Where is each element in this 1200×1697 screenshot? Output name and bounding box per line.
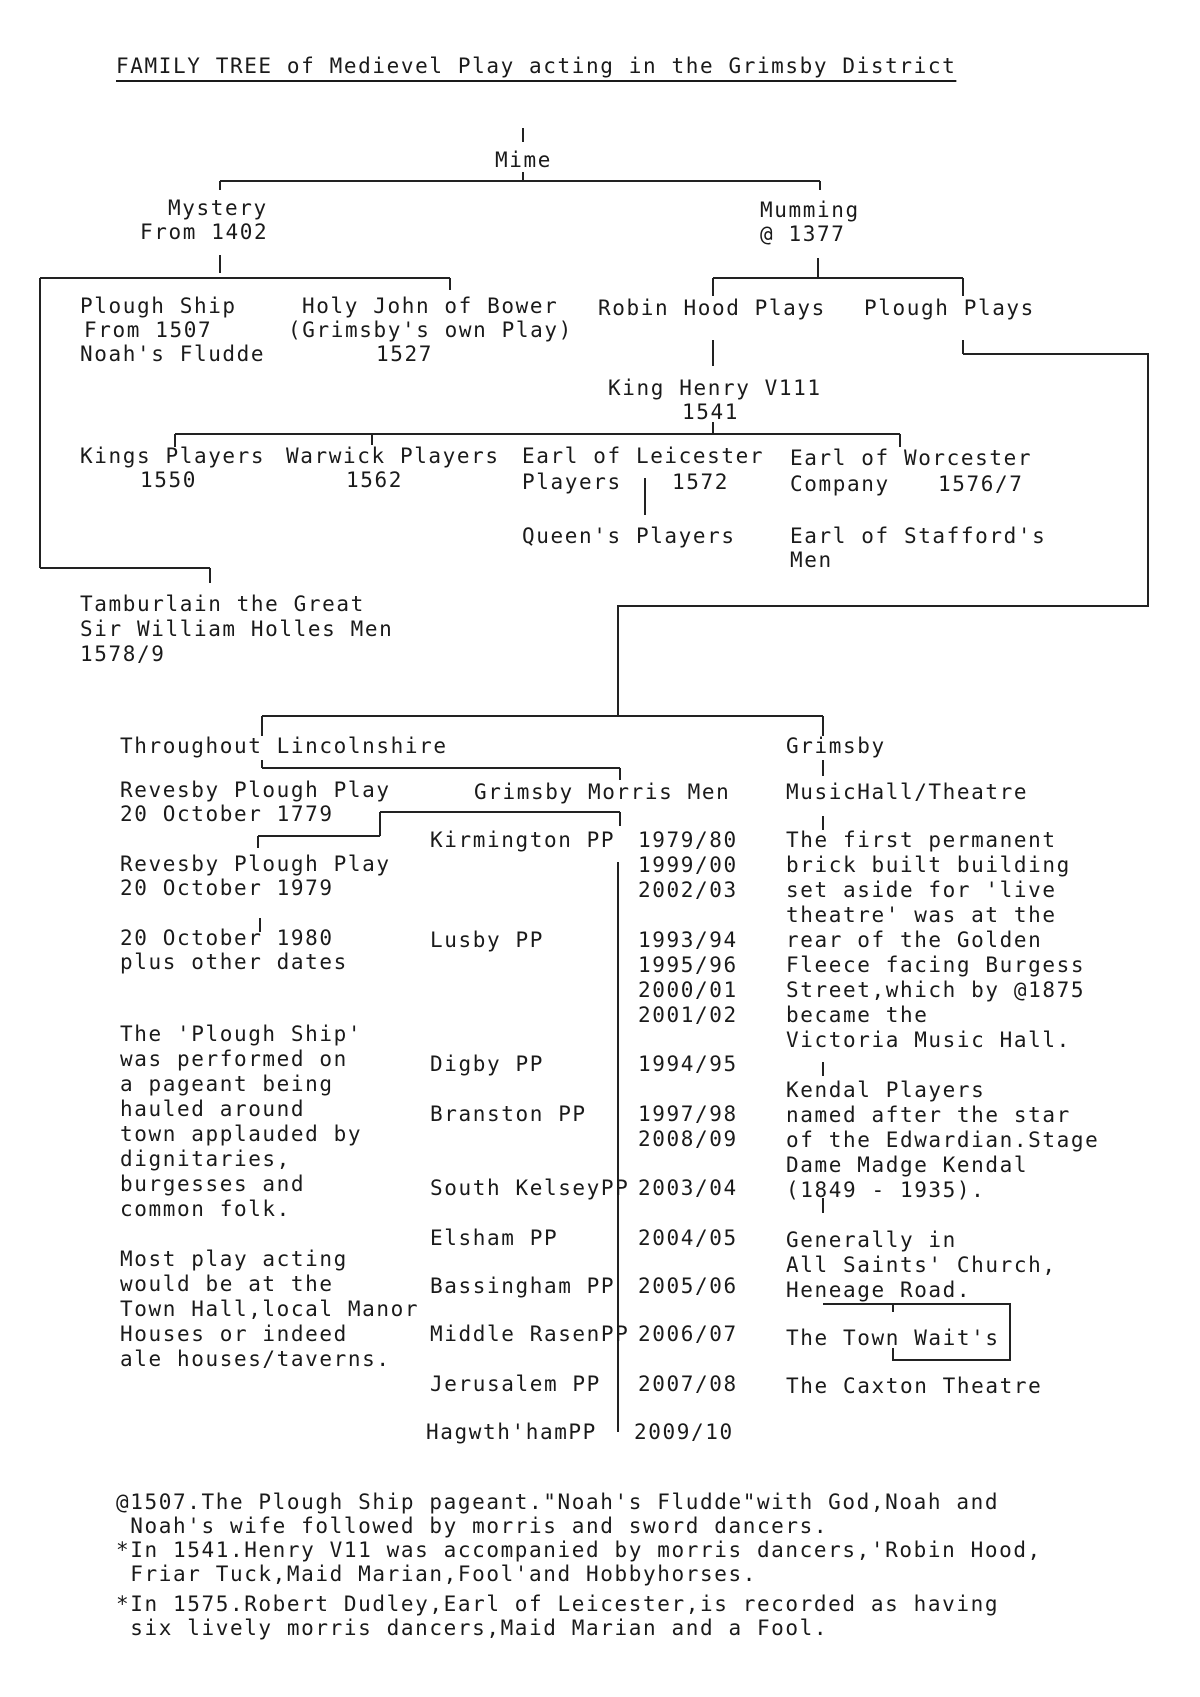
node-stafford-men-line2: Men xyxy=(790,548,833,572)
morris-play-year: 2007/08 xyxy=(638,1372,738,1396)
footnote-line: @1507.The Plough Ship pageant."Noah's Fludde"with God,Noah and xyxy=(116,1490,1000,1514)
note-line: Heneage Road. xyxy=(786,1278,972,1302)
node-plough-ship-date: From 1507 xyxy=(84,318,213,342)
connector-lower-split xyxy=(262,716,823,736)
note-line: set aside for 'live xyxy=(786,878,1057,902)
node-holy-john-note: (Grimsby's own Play) xyxy=(288,318,573,342)
node-tamburlain-line3: 1578/9 xyxy=(80,642,166,666)
node-holy-john: Holy John of Bower xyxy=(302,294,559,318)
footnote-line: Noah's wife followed by morris and sword dancers. xyxy=(116,1514,829,1538)
morris-play-year: 2009/10 xyxy=(634,1420,734,1444)
morris-play-year: 1999/00 xyxy=(638,853,738,877)
morris-play-name: Lusby PP xyxy=(430,928,544,952)
connector-mumming xyxy=(713,258,963,296)
node-tamburlain: Tamburlain the Great xyxy=(80,592,365,616)
note-line: Generally in xyxy=(786,1228,957,1252)
node-plough-plays: Plough Plays xyxy=(864,296,1035,320)
page-title: FAMILY TREE of Medievel Play acting in the Grimsby District xyxy=(116,54,957,78)
morris-play-year: 2004/05 xyxy=(638,1226,738,1250)
note-line: ale houses/taverns. xyxy=(120,1347,391,1371)
note-line: Most play acting xyxy=(120,1247,348,1271)
node-mime: Mime xyxy=(495,148,552,172)
grimsby-heading: Grimsby xyxy=(786,734,886,758)
note-line: Street,which by @1875 xyxy=(786,978,1086,1002)
note-line: The 'Plough Ship' xyxy=(120,1022,363,1046)
note-line: common folk. xyxy=(120,1197,291,1221)
note-line: would be at the xyxy=(120,1272,334,1296)
grimsby-caxton: The Caxton Theatre xyxy=(786,1374,1043,1398)
note-line: a pageant being xyxy=(120,1072,334,1096)
node-warwick-players: Warwick Players xyxy=(286,444,500,468)
node-stafford-men: Earl of Stafford's xyxy=(790,524,1047,548)
note-line: The first permanent xyxy=(786,828,1057,852)
grimsby-town-waits: The Town Wait's xyxy=(786,1326,1000,1350)
node-mystery-date: From 1402 xyxy=(140,220,269,244)
note-line: brick built building xyxy=(786,853,1071,877)
node-holy-john-date: 1527 xyxy=(376,342,433,366)
note-line: All Saints' Church, xyxy=(786,1253,1057,1277)
node-queens-players: Queen's Players xyxy=(522,524,736,548)
note-line: named after the star xyxy=(786,1103,1071,1127)
lincolnshire-heading: Throughout Lincolnshire xyxy=(120,734,448,758)
note-line: was performed on xyxy=(120,1047,348,1071)
note-line: Houses or indeed xyxy=(120,1322,348,1346)
morris-play-year: 2006/07 xyxy=(638,1322,738,1346)
node-mumming-date: @ 1377 xyxy=(760,222,846,246)
morris-play-year: 1997/98 xyxy=(638,1102,738,1126)
revesby-1979-name: Revesby Plough Play xyxy=(120,852,391,876)
note-line: rear of the Golden xyxy=(786,928,1043,952)
node-leicester-players-date: 1572 xyxy=(672,470,729,494)
morris-play-name: Branston PP xyxy=(430,1102,587,1126)
morris-play-year: 1994/95 xyxy=(638,1052,738,1076)
revesby-1980-note: plus other dates xyxy=(120,950,348,974)
footnote-line: *In 1541.Henry V11 was accompanied by morris dancers,'Robin Hood, xyxy=(116,1538,1042,1562)
note-line: (1849 - 1935). xyxy=(786,1178,986,1202)
note-line: Town Hall,local Manor xyxy=(120,1297,420,1321)
note-line: town applauded by xyxy=(120,1122,363,1146)
morris-play-year: 2008/09 xyxy=(638,1127,738,1151)
footnote-line: *In 1575.Robert Dudley,Earl of Leicester,is recorded as having xyxy=(116,1592,1000,1616)
revesby-1779-name: Revesby Plough Play xyxy=(120,778,391,802)
node-mumming: Mumming xyxy=(760,198,860,222)
node-kings-players: Kings Players xyxy=(80,444,266,468)
morris-play-name: Bassingham PP xyxy=(430,1274,616,1298)
node-leicester-players-line2: Players xyxy=(522,470,622,494)
morris-play-year: 2002/03 xyxy=(638,878,738,902)
node-king-henry-date: 1541 xyxy=(682,400,739,424)
note-line: hauled around xyxy=(120,1097,306,1121)
morris-play-name: Hagwth'hamPP xyxy=(426,1420,597,1444)
morris-play-year: 1995/96 xyxy=(638,953,738,977)
connector-lincs xyxy=(262,760,620,780)
node-king-henry: King Henry V111 xyxy=(608,376,822,400)
note-line: Kendal Players xyxy=(786,1078,986,1102)
morris-play-year: 2005/06 xyxy=(638,1274,738,1298)
note-line: Dame Madge Kendal xyxy=(786,1153,1029,1177)
revesby-1979-date: 20 October 1979 xyxy=(120,876,334,900)
node-worcester-company-line2: Company xyxy=(790,472,890,496)
node-worcester-company: Earl of Worcester xyxy=(790,446,1033,470)
grimsby-music-hall: MusicHall/Theatre xyxy=(786,780,1029,804)
node-warwick-players-date: 1562 xyxy=(346,468,403,492)
morris-play-name: Middle RasenPP xyxy=(430,1322,630,1346)
morris-heading: Grimsby Morris Men xyxy=(474,780,731,804)
morris-play-year: 1979/80 xyxy=(638,828,738,852)
revesby-1779-date: 20 October 1779 xyxy=(120,802,334,826)
node-tamburlain-line2: Sir William Holles Men xyxy=(80,617,394,641)
note-line: dignitaries, xyxy=(120,1147,291,1171)
connector-mime-split xyxy=(220,172,820,190)
morris-play-name: Jerusalem PP xyxy=(430,1372,601,1396)
revesby-1980-date: 20 October 1980 xyxy=(120,926,334,950)
node-plough-ship: Plough Ship xyxy=(80,294,237,318)
morris-play-name: Elsham PP xyxy=(430,1226,559,1250)
morris-play-year: 1993/94 xyxy=(638,928,738,952)
note-line: Victoria Music Hall. xyxy=(786,1028,1071,1052)
note-line: burgesses and xyxy=(120,1172,306,1196)
morris-play-year: 2000/01 xyxy=(638,978,738,1002)
note-line: of the Edwardian.Stage xyxy=(786,1128,1100,1152)
node-plough-ship-play: Noah's Fludde xyxy=(80,342,266,366)
node-kings-players-date: 1550 xyxy=(140,468,197,492)
note-line: Fleece facing Burgess xyxy=(786,953,1086,977)
footnote-line: six lively morris dancers,Maid Marian and a Fool. xyxy=(116,1616,829,1640)
node-worcester-company-date: 1576/7 xyxy=(938,472,1024,496)
node-robin-hood: Robin Hood Plays xyxy=(598,296,826,320)
morris-play-name: South KelseyPP xyxy=(430,1176,630,1200)
morris-play-name: Digby PP xyxy=(430,1052,544,1076)
morris-play-year: 2003/04 xyxy=(638,1176,738,1200)
note-line: became the xyxy=(786,1003,929,1027)
morris-play-name: Kirmington PP xyxy=(430,828,616,852)
node-mystery: Mystery xyxy=(168,196,268,220)
footnote-line: Friar Tuck,Maid Marian,Fool'and Hobbyhorses. xyxy=(116,1562,757,1586)
morris-play-year: 2001/02 xyxy=(638,1003,738,1027)
note-line: theatre' was at the xyxy=(786,903,1057,927)
node-leicester-players: Earl of Leicester xyxy=(522,444,765,468)
